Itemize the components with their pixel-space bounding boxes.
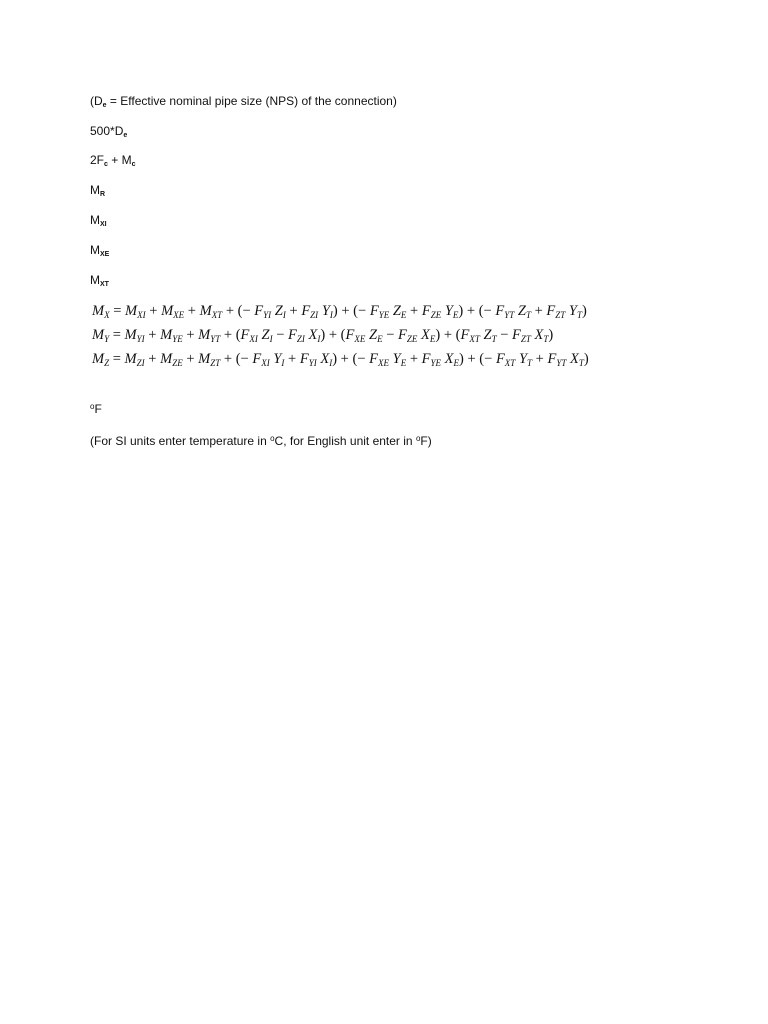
degree-symbol: o [90, 402, 95, 411]
temperature-unit-note [90, 432, 432, 448]
text-2f: 2F [90, 153, 105, 167]
degree-symbol: o [415, 434, 421, 443]
equation-my: $M_Y = M_{YI} + M_{YE} + M_{YT} + (F_{XI}$ $Z_I - F_{ZI}$ $X_I) + (F_{XE}$ $Z_E - F_{ZE}$ $X_E) + (F_{XT}$ $Z_T - F_{ZT}$ $X_T$) [92, 327, 554, 344]
note-text-part-2: C, for English unit enter in [274, 434, 416, 448]
effective-nps-note [90, 94, 397, 113]
note-text-part-3: F) [420, 434, 432, 448]
unit-fahrenheit [90, 400, 102, 416]
degree-symbol: o [270, 434, 275, 443]
text-de-description: = Effective nominal pipe size (NPS) of the connection) [106, 94, 397, 108]
line-500-de [90, 124, 127, 143]
subscript-c: c [104, 161, 108, 168]
line-mxt [90, 273, 109, 292]
subscript-xi: XI [100, 221, 107, 228]
subscript-e: e [123, 132, 128, 139]
subscript-e: e [102, 102, 107, 109]
note-text-part-1: (For SI units enter temperature in [90, 434, 271, 448]
subscript-c: c [131, 161, 136, 168]
text-plus-m: + M [107, 153, 132, 167]
line-mxi [90, 213, 107, 232]
subscript-xe: XE [100, 251, 110, 258]
line-mxe [90, 243, 109, 262]
line-mr [90, 183, 105, 202]
equation-mx: $M_X = M_{XI} + M_{XE} + M_{XT}$ + (− $F_{YI}$ $Z_I + F_{ZI}$ $Y_I$) + (− $F_{YE}$ $Z_E + F_{ZE}$ $Y_E$) + (− $F_{YT}$ $Z_T + F_{ZT}$ $Y_T$) [92, 303, 587, 320]
text-f: F [94, 402, 102, 416]
text-500-de: 500*D [90, 124, 124, 138]
equation-mz: $M_Z = M_{ZI} + M_{ZE} + M_{ZT}$ + (− $F_{XI}$ $Y_I + F_{YI}$ $X_I$) + (− $F_{XE}$ $Y_E + F_{YE}$ $X_E$) + (− $F_{XT}$ $Y_T + F_{YT}$ $X_T$) [92, 351, 589, 368]
text-m: M [90, 213, 100, 227]
text-m: M [90, 183, 100, 197]
text-de-prefix: (D [90, 94, 103, 108]
subscript-xt: XT [100, 281, 109, 288]
line-2fc-mc [90, 153, 136, 172]
subscript-r: R [100, 191, 106, 198]
text-m: M [90, 273, 100, 287]
text-m: M [90, 243, 100, 257]
